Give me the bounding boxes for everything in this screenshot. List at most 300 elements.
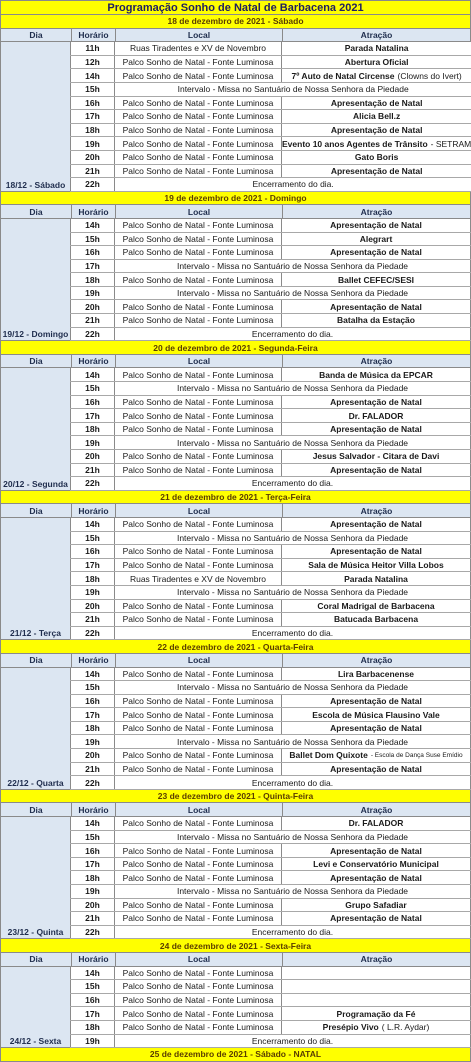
column-header-horario: Horário xyxy=(71,355,115,368)
merged-note-cell: Encerramento do dia. xyxy=(114,926,471,939)
time-cell: 19h xyxy=(70,735,114,748)
schedule-row xyxy=(70,885,471,899)
attraction-name: Apresentação de Natal xyxy=(330,247,422,258)
merged-note-cell: Intervalo - Missa no Santuário de Nossa Senhora da Piedade xyxy=(114,681,471,694)
location-cell: Palco Sonho de Natal - Fonte Luminosa xyxy=(114,423,281,436)
attraction-cell xyxy=(281,97,471,110)
schedule-row xyxy=(70,912,471,926)
location-cell: Palco Sonho de Natal - Fonte Luminosa xyxy=(114,1021,281,1034)
attraction-cell xyxy=(281,912,471,925)
attraction-name: Apresentação de Natal xyxy=(330,125,423,136)
schedule-row xyxy=(70,613,471,627)
schedule-row xyxy=(70,586,471,600)
time-cell: 17h xyxy=(70,260,114,273)
schedule-row xyxy=(70,83,471,97)
schedule-row xyxy=(70,137,471,151)
attraction-name: Parada Natalina xyxy=(344,573,408,584)
column-header-atracao: Atração xyxy=(282,654,471,667)
attraction-name: Ballet CEFEC/SESI xyxy=(337,274,415,285)
column-header-local: Local xyxy=(115,803,282,816)
location-cell: Palco Sonho de Natal - Fonte Luminosa xyxy=(114,980,281,993)
location-cell: Palco Sonho de Natal - Fonte Luminosa xyxy=(114,967,281,980)
attraction-name: Programação da Fé xyxy=(336,1008,416,1019)
schedule-row xyxy=(70,572,471,586)
attraction-name: Escola de Música Flausino Vale xyxy=(312,709,440,720)
location-cell: Palco Sonho de Natal - Fonte Luminosa xyxy=(114,899,281,912)
location-cell: Palco Sonho de Natal - Fonte Luminosa xyxy=(114,613,281,626)
schedule-row xyxy=(70,722,471,736)
schedule-row xyxy=(70,233,471,247)
location-cell: Palco Sonho de Natal - Fonte Luminosa xyxy=(114,69,281,82)
schedule-row xyxy=(70,967,471,981)
time-cell: 19h xyxy=(70,586,114,599)
time-cell: 16h xyxy=(70,545,114,558)
day-header: 21 de dezembro de 2021 - Terça-Feira xyxy=(0,491,471,505)
location-cell: Palco Sonho de Natal - Fonte Luminosa xyxy=(114,219,281,232)
column-header-local: Local xyxy=(115,504,282,517)
schedule-row xyxy=(70,477,471,491)
time-cell: 19h xyxy=(70,436,114,449)
day-label: 22/12 - Quarta xyxy=(0,668,70,790)
attraction-cell xyxy=(281,42,471,55)
time-cell: 21h xyxy=(70,912,114,925)
day-label: 23/12 - Quinta xyxy=(0,817,70,939)
time-cell: 21h xyxy=(70,613,114,626)
attraction-cell xyxy=(281,1007,471,1020)
column-header-horario: Horário xyxy=(71,803,115,816)
time-cell: 21h xyxy=(70,763,114,776)
schedule-row xyxy=(70,396,471,410)
attraction-cell xyxy=(281,246,471,259)
attraction-name: Apresentação de Natal xyxy=(330,424,422,435)
schedule-row xyxy=(70,314,471,328)
attraction-name: Parada Natalina xyxy=(344,43,409,54)
column-header-row xyxy=(0,803,471,817)
location-cell: Palco Sonho de Natal - Fonte Luminosa xyxy=(114,559,281,572)
merged-note-cell: Encerramento do dia. xyxy=(114,328,471,341)
time-cell: 22h xyxy=(70,926,114,939)
column-header-atracao: Atração xyxy=(282,29,471,42)
time-cell: 15h xyxy=(70,83,114,96)
attraction-cell xyxy=(281,899,471,912)
column-header-dia: Dia xyxy=(0,953,71,966)
schedule-row xyxy=(70,844,471,858)
location-cell: Ruas Tiradentes e XV de Novembro xyxy=(114,42,281,55)
attraction-cell xyxy=(281,967,471,980)
location-cell: Palco Sonho de Natal - Fonte Luminosa xyxy=(114,912,281,925)
column-header-local: Local xyxy=(115,953,282,966)
day-header: 23 de dezembro de 2021 - Quinta-Feira xyxy=(0,790,471,804)
attraction-cell xyxy=(281,300,471,313)
time-cell: 16h xyxy=(70,695,114,708)
time-cell: 15h xyxy=(70,233,114,246)
merged-note-cell: Intervalo - Missa no Santuário de Nossa Senhora da Piedade xyxy=(114,735,471,748)
attraction-note: - Escola de Dança Suse Emídio xyxy=(370,751,463,759)
attraction-name: Apresentação de Natal xyxy=(330,546,422,557)
time-cell: 17h xyxy=(70,559,114,572)
schedule-row xyxy=(70,695,471,709)
location-cell: Palco Sonho de Natal - Fonte Luminosa xyxy=(114,871,281,884)
merged-note-cell: Encerramento do dia. xyxy=(114,776,471,789)
schedule-row xyxy=(70,42,471,56)
schedule-row xyxy=(70,735,471,749)
schedule-row xyxy=(70,56,471,70)
column-header-dia: Dia xyxy=(0,654,71,667)
merged-note-cell: Intervalo - Missa no Santuário de Nossa Senhora da Piedade xyxy=(114,287,471,300)
time-cell: 19h xyxy=(70,287,114,300)
location-cell: Palco Sonho de Natal - Fonte Luminosa xyxy=(114,368,281,381)
location-cell: Palco Sonho de Natal - Fonte Luminosa xyxy=(114,545,281,558)
time-cell: 17h xyxy=(70,858,114,871)
column-header-local: Local xyxy=(115,205,282,218)
schedule-row xyxy=(70,300,471,314)
schedule-row xyxy=(70,273,471,287)
attraction-cell xyxy=(281,423,471,436)
time-cell: 15h xyxy=(70,980,114,993)
attraction-cell xyxy=(281,708,471,721)
attraction-cell xyxy=(281,219,471,232)
schedule-days xyxy=(0,15,471,1048)
attraction-name: 7º Auto de Natal Circense xyxy=(291,70,395,81)
column-header-row xyxy=(0,654,471,668)
attraction-cell xyxy=(281,137,471,150)
time-cell: 22h xyxy=(70,627,114,640)
attraction-cell xyxy=(281,763,471,776)
location-cell: Palco Sonho de Natal - Fonte Luminosa xyxy=(114,165,281,178)
footer-day-header: 25 de dezembro de 2021 - Sábado - NATAL xyxy=(0,1048,471,1062)
attraction-cell xyxy=(281,844,471,857)
location-cell: Palco Sonho de Natal - Fonte Luminosa xyxy=(114,722,281,735)
time-cell: 16h xyxy=(70,396,114,409)
time-cell: 14h xyxy=(70,219,114,232)
attraction-cell xyxy=(281,409,471,422)
schedule-row xyxy=(70,287,471,301)
location-cell: Palco Sonho de Natal - Fonte Luminosa xyxy=(114,1007,281,1020)
schedule-row xyxy=(70,436,471,450)
schedule-row xyxy=(70,69,471,83)
attraction-cell xyxy=(281,124,471,137)
time-cell: 18h xyxy=(70,124,114,137)
column-header-atracao: Atração xyxy=(282,504,471,517)
location-cell: Palco Sonho de Natal - Fonte Luminosa xyxy=(114,233,281,246)
attraction-name: Coral Madrigal de Barbacena xyxy=(317,600,435,611)
time-cell: 22h xyxy=(70,477,114,490)
attraction-cell xyxy=(281,56,471,69)
schedule-row xyxy=(70,926,471,940)
attraction-cell xyxy=(281,858,471,871)
time-cell: 11h xyxy=(70,42,114,55)
day-header: 18 de dezembro de 2021 - Sábado xyxy=(0,15,471,29)
attraction-name: Apresentação de Natal xyxy=(330,220,422,231)
location-cell: Palco Sonho de Natal - Fonte Luminosa xyxy=(114,396,281,409)
location-cell: Palco Sonho de Natal - Fonte Luminosa xyxy=(114,137,281,150)
merged-note-cell: Intervalo - Missa no Santuário de Nossa Senhora da Piedade xyxy=(114,382,471,395)
column-header-atracao: Atração xyxy=(282,803,471,816)
time-cell: 18h xyxy=(70,1021,114,1034)
day-block xyxy=(0,219,471,341)
location-cell: Palco Sonho de Natal - Fonte Luminosa xyxy=(114,300,281,313)
time-cell: 15h xyxy=(70,532,114,545)
attraction-cell xyxy=(281,980,471,993)
merged-note-cell: Intervalo - Missa no Santuário de Nossa Senhora da Piedade xyxy=(114,831,471,844)
attraction-cell xyxy=(281,69,471,82)
attraction-cell xyxy=(281,545,471,558)
page-title: Programação Sonho de Natal de Barbacena 2021 xyxy=(0,0,471,15)
column-header-horario: Horário xyxy=(71,654,115,667)
time-cell: 14h xyxy=(70,368,114,381)
time-cell: 18h xyxy=(70,572,114,585)
schedule-row xyxy=(70,668,471,682)
day-block xyxy=(0,368,471,490)
schedule-row xyxy=(70,518,471,532)
location-cell: Palco Sonho de Natal - Fonte Luminosa xyxy=(114,151,281,164)
merged-note-cell: Intervalo - Missa no Santuário de Nossa Senhora da Piedade xyxy=(114,586,471,599)
day-header: 22 de dezembro de 2021 - Quarta-Feira xyxy=(0,640,471,654)
schedule-row xyxy=(70,124,471,138)
location-cell: Palco Sonho de Natal - Fonte Luminosa xyxy=(114,817,281,830)
attraction-cell xyxy=(281,273,471,286)
schedule-row xyxy=(70,219,471,233)
location-cell: Palco Sonho de Natal - Fonte Luminosa xyxy=(114,110,281,123)
time-cell: 20h xyxy=(70,749,114,762)
attraction-name: Presépio Vivo xyxy=(322,1022,379,1033)
schedule-row xyxy=(70,817,471,831)
attraction-name: Abertura Oficial xyxy=(344,57,409,68)
column-header-local: Local xyxy=(115,355,282,368)
schedule-row xyxy=(70,1007,471,1021)
schedule-row xyxy=(70,871,471,885)
attraction-cell xyxy=(281,871,471,884)
column-header-horario: Horário xyxy=(71,953,115,966)
attraction-cell xyxy=(281,668,471,681)
schedule-row xyxy=(70,97,471,111)
column-header-dia: Dia xyxy=(0,205,71,218)
time-cell: 15h xyxy=(70,382,114,395)
schedule-row xyxy=(70,423,471,437)
attraction-name: Alicia Bell.z xyxy=(353,111,401,122)
attraction-cell xyxy=(281,151,471,164)
schedule-row xyxy=(70,681,471,695)
time-cell: 22h xyxy=(70,178,114,191)
day-block xyxy=(0,668,471,790)
attraction-cell xyxy=(281,572,471,585)
attraction-cell xyxy=(281,165,471,178)
location-cell: Palco Sonho de Natal - Fonte Luminosa xyxy=(114,450,281,463)
schedule-row xyxy=(70,858,471,872)
attraction-cell xyxy=(281,600,471,613)
day-label: 19/12 - Domingo xyxy=(0,219,70,341)
schedule-row xyxy=(70,532,471,546)
schedule-row xyxy=(70,994,471,1008)
attraction-name: Apresentação de Natal xyxy=(330,723,422,734)
location-cell: Palco Sonho de Natal - Fonte Luminosa xyxy=(114,97,281,110)
attraction-cell xyxy=(281,110,471,123)
location-cell: Palco Sonho de Natal - Fonte Luminosa xyxy=(114,246,281,259)
day-header: 20 de dezembro de 2021 - Segunda-Feira xyxy=(0,341,471,355)
schedule-row xyxy=(70,246,471,260)
time-cell: 20h xyxy=(70,151,114,164)
schedule-row xyxy=(70,382,471,396)
column-header-local: Local xyxy=(115,29,282,42)
day-block xyxy=(0,42,471,192)
time-cell: 14h xyxy=(70,668,114,681)
location-cell: Palco Sonho de Natal - Fonte Luminosa xyxy=(114,409,281,422)
attraction-name: Grupo Safadiar xyxy=(345,899,407,910)
column-header-horario: Horário xyxy=(71,504,115,517)
day-header: 19 de dezembro de 2021 - Domingo xyxy=(0,192,471,206)
schedule-row xyxy=(70,1035,471,1049)
attraction-note: ( L.R. Aydar) xyxy=(381,1022,430,1033)
column-header-row xyxy=(0,355,471,369)
time-cell: 14h xyxy=(70,817,114,830)
time-cell: 18h xyxy=(70,722,114,735)
attraction-cell xyxy=(281,817,471,830)
time-cell: 21h xyxy=(70,314,114,327)
attraction-name: Gato Boris xyxy=(354,152,399,163)
schedule-row xyxy=(70,151,471,165)
schedule-row xyxy=(70,409,471,423)
schedule-row xyxy=(70,627,471,641)
schedule-row xyxy=(70,1021,471,1035)
time-cell: 16h xyxy=(70,246,114,259)
attraction-name: Apresentação de Natal xyxy=(330,845,422,856)
schedule-row xyxy=(70,708,471,722)
attraction-name: Sala de Música Heitor Villa Lobos xyxy=(308,560,444,571)
schedule-row xyxy=(70,328,471,342)
time-cell: 20h xyxy=(70,600,114,613)
attraction-name: Apresentação de Natal xyxy=(330,913,422,924)
column-header-horario: Horário xyxy=(71,29,115,42)
attraction-cell xyxy=(281,722,471,735)
location-cell: Ruas Tiradentes e XV de Novembro xyxy=(114,572,281,585)
attraction-cell xyxy=(281,994,471,1007)
time-cell: 14h xyxy=(70,518,114,531)
merged-note-cell: Encerramento do dia. xyxy=(114,477,471,490)
location-cell: Palco Sonho de Natal - Fonte Luminosa xyxy=(114,994,281,1007)
schedule-row xyxy=(70,763,471,777)
location-cell: Palco Sonho de Natal - Fonte Luminosa xyxy=(114,763,281,776)
time-cell: 18h xyxy=(70,273,114,286)
attraction-name: Lira Barbacenense xyxy=(337,668,415,679)
time-cell: 21h xyxy=(70,165,114,178)
schedule-row xyxy=(70,545,471,559)
day-block xyxy=(0,817,471,939)
attraction-note: (Clowns do Ivert) xyxy=(397,70,462,81)
attraction-cell xyxy=(281,559,471,572)
time-cell: 16h xyxy=(70,994,114,1007)
time-cell: 14h xyxy=(70,69,114,82)
location-cell: Palco Sonho de Natal - Fonte Luminosa xyxy=(114,518,281,531)
schedule-row xyxy=(70,464,471,478)
schedule-row xyxy=(70,178,471,192)
attraction-cell xyxy=(281,396,471,409)
attraction-cell xyxy=(281,518,471,531)
attraction-cell xyxy=(281,233,471,246)
day-block xyxy=(0,967,471,1049)
time-cell: 16h xyxy=(70,844,114,857)
time-cell: 21h xyxy=(70,464,114,477)
attraction-name: Evento 10 anos Agentes de Trânsito xyxy=(282,138,428,149)
merged-note-cell: Intervalo - Missa no Santuário de Nossa Senhora da Piedade xyxy=(114,260,471,273)
merged-note-cell: Intervalo - Missa no Santuário de Nossa Senhora da Piedade xyxy=(114,83,471,96)
schedule-row xyxy=(70,260,471,274)
attraction-cell xyxy=(281,1021,471,1034)
column-header-row xyxy=(0,504,471,518)
attraction-name: Apresentação de Natal xyxy=(330,301,422,312)
location-cell: Palco Sonho de Natal - Fonte Luminosa xyxy=(114,124,281,137)
schedule-row xyxy=(70,749,471,763)
time-cell: 17h xyxy=(70,708,114,721)
time-cell: 19h xyxy=(70,885,114,898)
schedule-row xyxy=(70,559,471,573)
attraction-name: Apresentação de Natal xyxy=(330,165,423,176)
merged-note-cell: Intervalo - Missa no Santuário de Nossa Senhora da Piedade xyxy=(114,436,471,449)
schedule-row xyxy=(70,980,471,994)
location-cell: Palco Sonho de Natal - Fonte Luminosa xyxy=(114,314,281,327)
attraction-name: Jesus Salvador - Citara de Davi xyxy=(312,451,440,462)
time-cell: 22h xyxy=(70,776,114,789)
attraction-cell xyxy=(281,613,471,626)
column-header-dia: Dia xyxy=(0,355,71,368)
attraction-name: Levi e Conservatório Municipal xyxy=(313,859,439,870)
attraction-name: Alegrart xyxy=(359,233,393,244)
attraction-cell xyxy=(281,314,471,327)
time-cell: 20h xyxy=(70,450,114,463)
attraction-name: Dr. FALADOR xyxy=(348,410,404,421)
schedule-row xyxy=(70,831,471,845)
location-cell: Palco Sonho de Natal - Fonte Luminosa xyxy=(114,844,281,857)
attraction-name: Dr. FALADOR xyxy=(348,818,404,829)
attraction-name: Ballet Dom Quixote xyxy=(289,750,368,761)
time-cell: 17h xyxy=(70,409,114,422)
attraction-name: Apresentação de Natal xyxy=(330,763,422,774)
merged-note-cell: Encerramento do dia. xyxy=(114,1035,471,1048)
attraction-name: Batalha da Estação xyxy=(337,315,415,326)
attraction-name: Apresentação de Natal xyxy=(330,396,422,407)
day-label: 21/12 - Terça xyxy=(0,518,70,640)
schedule-row xyxy=(70,368,471,382)
time-cell: 22h xyxy=(70,328,114,341)
attraction-name: Apresentação de Natal xyxy=(330,519,422,530)
day-label: 20/12 - Segunda xyxy=(0,368,70,490)
location-cell: Palco Sonho de Natal - Fonte Luminosa xyxy=(114,464,281,477)
time-cell: 12h xyxy=(70,56,114,69)
merged-note-cell: Intervalo - Missa no Santuário de Nossa Senhora da Piedade xyxy=(114,885,471,898)
time-cell: 19h xyxy=(70,1035,114,1048)
time-cell: 17h xyxy=(70,1007,114,1020)
column-header-atracao: Atração xyxy=(282,355,471,368)
attraction-name: Apresentação de Natal xyxy=(330,872,422,883)
location-cell: Palco Sonho de Natal - Fonte Luminosa xyxy=(114,708,281,721)
time-cell: 18h xyxy=(70,871,114,884)
schedule-row xyxy=(70,165,471,179)
schedule-row xyxy=(70,899,471,913)
attraction-cell xyxy=(281,450,471,463)
time-cell: 14h xyxy=(70,967,114,980)
schedule-row xyxy=(70,110,471,124)
merged-note-cell: Encerramento do dia. xyxy=(114,178,471,191)
schedule-row xyxy=(70,776,471,790)
day-label: 18/12 - Sábado xyxy=(0,42,70,192)
day-label: 24/12 - Sexta xyxy=(0,967,70,1049)
attraction-cell xyxy=(281,464,471,477)
column-header-row xyxy=(0,205,471,219)
attraction-name: Batucada Barbacena xyxy=(333,614,419,625)
location-cell: Palco Sonho de Natal - Fonte Luminosa xyxy=(114,56,281,69)
time-cell: 19h xyxy=(70,137,114,150)
attraction-cell xyxy=(281,368,471,381)
schedule-row xyxy=(70,450,471,464)
